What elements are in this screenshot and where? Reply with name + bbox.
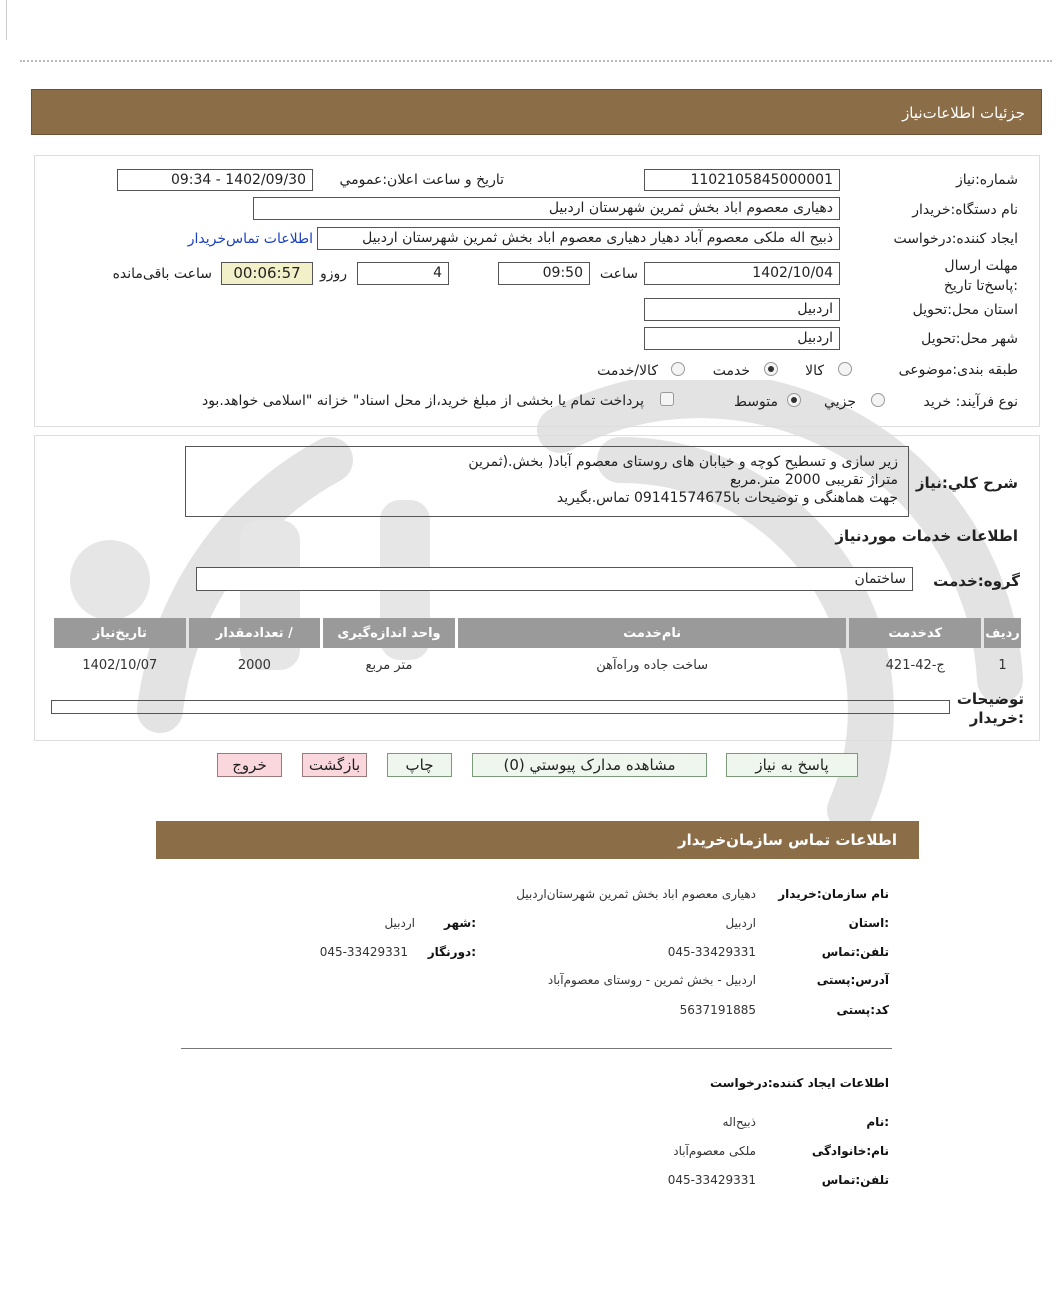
attachments-button[interactable]: مشاهده مدارک پیوستي (0) xyxy=(472,753,707,777)
contact-postal-label: کد:پستی xyxy=(836,1003,889,1017)
col-service-name: نام‌خدمت xyxy=(458,618,847,648)
province-label: استان محل:تحویل xyxy=(912,302,1018,318)
contact-address-label: آدرس:پستی xyxy=(816,973,889,987)
payment-checkbox[interactable] xyxy=(660,392,674,406)
contact-postal-value: 5637191885 xyxy=(679,1003,756,1017)
creator-family-label: نام:خانوادگی xyxy=(811,1144,889,1158)
contact-divider xyxy=(181,1048,892,1049)
creator-section-title: اطلاعات ایجاد کننده:درخواست xyxy=(709,1076,889,1090)
description-box xyxy=(185,446,909,517)
back-button[interactable]: بازگشت xyxy=(302,753,367,777)
creator-label: ایجاد کننده:درخواست xyxy=(893,231,1018,247)
deadline-label: مهلت ارسال :پاسخ‌تا تاریخ xyxy=(943,258,1018,294)
buyer-notes-box xyxy=(51,700,950,714)
city-field: اردبیل xyxy=(644,327,840,350)
header-title[interactable]: جزئیات اطلاعات‌نیاز xyxy=(902,104,1025,122)
days-field: 4 xyxy=(357,262,449,285)
top-divider xyxy=(20,60,1052,62)
col-unit: واحد اندازه‌گیری xyxy=(323,618,455,648)
remaining-label: ساعت باقی‌مانده xyxy=(112,266,212,282)
cell-row-number: 1 xyxy=(998,657,1007,673)
days-label: روزو xyxy=(319,266,347,282)
contact-fax-value: 045-33429331 xyxy=(319,945,408,959)
col-service-code: کدخدمت xyxy=(849,618,981,648)
services-section-title: اطلاعات خدمات موردنیاز xyxy=(835,527,1018,545)
left-edge-line xyxy=(6,0,7,40)
contact-org-value: دهیاری معصوم اباد بخش ثمرین شهرستان‌اردبیل xyxy=(516,887,756,901)
contact-phone-value: 045-33429331 xyxy=(667,945,756,959)
process-partial-label: جزيي xyxy=(824,394,856,410)
description-line-2: متراژ تقریبی 2000 متر.مربع xyxy=(729,472,898,488)
process-medium-radio[interactable] xyxy=(787,393,801,407)
cell-quantity: 2000 xyxy=(237,657,271,673)
buyer-org-field: دهیاری معصوم اباد بخش ثمرین شهرستان اردبیل xyxy=(253,197,840,220)
payment-note: پرداخت تمام یا بخشی از مبلغ خرید،از محل اسناد" خزانه "اسلامی خواهد.بود xyxy=(201,393,644,409)
deadline-time-label: ساعت xyxy=(599,266,638,282)
reply-button[interactable]: پاسخ به نیاز xyxy=(726,753,858,777)
need-number-label: شماره:نیاز xyxy=(955,172,1018,188)
creator-field: ذبیح اله ملکی معصوم آباد دهیار دهیاری معصوم اباد بخش ثمرین شهرستان اردبیل xyxy=(317,227,840,250)
cell-service-name: ساخت جاده وراه‌آهن xyxy=(596,657,709,673)
contact-header-title: اطلاعات تماس سازمان‌خریدار xyxy=(677,831,897,849)
category-service-radio[interactable] xyxy=(764,362,778,376)
category-goods-label: کالا xyxy=(805,363,824,379)
buyer-contact-link[interactable]: اطلاعات تماس‌خریدار xyxy=(187,231,313,247)
table-row xyxy=(54,651,1021,679)
buyer-org-label: نام دستگاه:خریدار xyxy=(912,202,1018,218)
category-both-label: کالا/خدمت xyxy=(597,363,658,379)
announce-label: تاریخ و ساعت اعلان:عمومي xyxy=(339,172,504,188)
category-label: طبقه بندی:موضوعی xyxy=(898,362,1018,378)
deadline-date-field: 1402/10/04 xyxy=(644,262,840,285)
process-label: نوع فرآیند: خرید xyxy=(923,394,1018,410)
deadline-time-field: 09:50 xyxy=(498,262,590,285)
announce-field: 1402/09/30 - 09:34 xyxy=(117,169,313,191)
process-partial-radio[interactable] xyxy=(871,393,885,407)
description-line-3: جهت هماهنگی و توضیحات با09141574675 تماس.بگیرید xyxy=(556,490,898,506)
contact-org-label: نام سازمان:خریدار xyxy=(778,887,889,901)
category-goods-radio[interactable] xyxy=(838,362,852,376)
header-bar xyxy=(31,89,1042,135)
category-both-radio[interactable] xyxy=(671,362,685,376)
creator-name-label: :نام xyxy=(866,1115,889,1129)
city-label: شهر محل:تحویل xyxy=(921,331,1018,347)
col-row-number: ردیف xyxy=(984,618,1021,648)
cell-service-code: ج-42-421 xyxy=(885,657,945,673)
need-info-panel xyxy=(34,155,1040,427)
cell-need-date: 1402/10/07 xyxy=(82,657,158,673)
contact-phone-label: تلفن:تماس xyxy=(821,945,889,959)
buyer-notes-label: توضیحات :خریدار xyxy=(956,690,1024,727)
creator-family-value: ملکی معصوم‌آباد xyxy=(673,1144,756,1158)
exit-button[interactable]: خروج xyxy=(217,753,282,777)
services-table xyxy=(51,615,1024,682)
process-medium-label: متوسط xyxy=(734,394,778,410)
col-need-date: تاریخ‌نیاز xyxy=(54,618,186,648)
contact-province-label: :استان xyxy=(848,916,889,930)
contact-fax-label: :دورنگار xyxy=(427,945,476,959)
contact-province-value: اردبیل xyxy=(725,916,756,930)
creator-phone-value: 045-33429331 xyxy=(667,1173,756,1187)
contact-header-bar xyxy=(156,821,919,859)
category-service-label: خدمت xyxy=(712,363,750,379)
creator-phone-label: تلفن:تماس xyxy=(821,1173,889,1187)
remaining-time-field: 00:06:57 xyxy=(221,262,313,285)
contact-city-value: اردبیل xyxy=(384,916,415,930)
service-group-label: گروه:خدمت xyxy=(933,572,1020,590)
service-group-field: ساختمان xyxy=(196,567,913,591)
description-line-1: زیر سازی و تسطیح کوچه و خیابان های روستای معصوم آباد( بخش.(ثمرین xyxy=(468,454,898,470)
need-number-field: 1102105845000001 xyxy=(644,169,840,191)
creator-name-value: ذبیح‌اله xyxy=(722,1115,756,1129)
services-header-row xyxy=(54,618,1021,648)
col-quantity: / تعدادمقدار xyxy=(189,618,321,648)
contact-city-label: :شهر xyxy=(444,916,476,930)
contact-address-value: اردبیل - بخش ثمرین - روستای معصوم‌آباد xyxy=(547,973,756,987)
description-label: شرح کلي:نیاز xyxy=(915,474,1018,492)
cell-unit: متر مربع xyxy=(365,657,413,673)
print-button[interactable]: چاپ xyxy=(387,753,452,777)
province-field: اردبیل xyxy=(644,298,840,321)
